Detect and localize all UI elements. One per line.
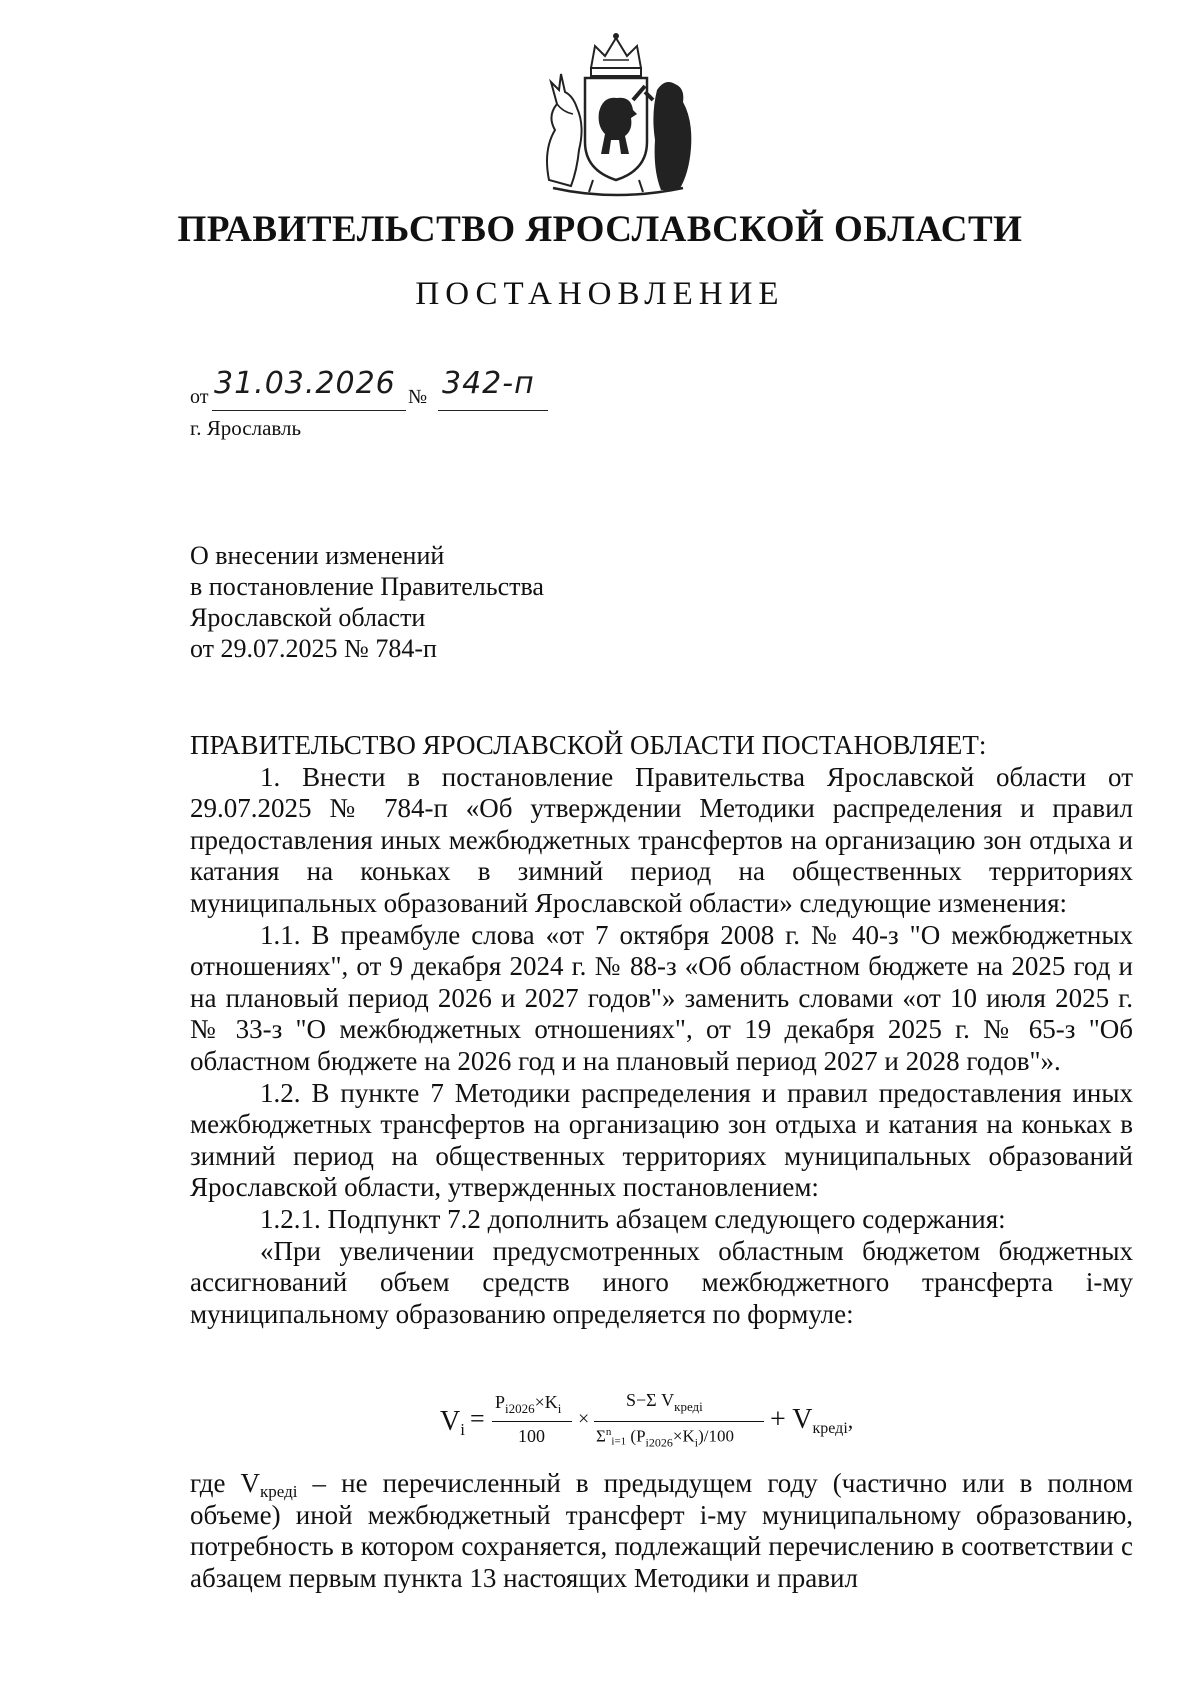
fraction-1-denominator: 100 xyxy=(518,1426,545,1446)
fraction-2-numerator: S−Σ $V_{креді}$ xyxy=(626,1390,703,1414)
formula-equals: = xyxy=(470,1404,485,1433)
document-body xyxy=(190,730,1133,1330)
paragraph-1: 1. Внести в постановление Правительства Ярославской области от 29.07.2025 № 784-п «Об утверждении Методики распределения и правил предоставления иных межбюджетных трансфертов на организацию зон отдыха и катания на коньках в зимний период на общественных территориях муниципальных образований Ярославской области» следующие изменения: xyxy=(190,761,1133,918)
registration-line xyxy=(190,366,590,410)
number-label: № xyxy=(408,386,428,408)
government-title: ПРАВИТЕЛЬСТВО ЯРОСЛАВСКОЙ ОБЛАСТИ xyxy=(177,209,1023,250)
number-value: 342-п xyxy=(442,366,535,401)
quoted-paragraph: «При увеличении предусмотренных областным бюджетом бюджетных ассигнований объем средств иного межбюджетного трансферта i-му муниципальному образованию определяется по формуле: xyxy=(190,1235,1133,1329)
formula-times: × xyxy=(578,1408,590,1430)
subject-line: от 29.07.2025 № 784-п xyxy=(190,634,437,663)
decree-heading: ПРАВИТЕЛЬСТВО ЯРОСЛАВСКОЙ ОБЛАСТИ ПОСТАНОВЛЯЕТ: xyxy=(190,730,987,760)
fraction-2-denominator: $\Sigma^n_{i=1}$ $(P_{i2026}\times K_i)/100$ xyxy=(596,1426,734,1450)
paragraph-1-2-1: 1.2.1. Подпункт 7.2 дополнить абзацем следующего содержания: xyxy=(260,1203,1006,1234)
subject-line: О внесении изменений xyxy=(190,541,445,570)
formula-plus-term: + $V_{креді}$, xyxy=(770,1404,854,1437)
date-label: от xyxy=(190,386,209,408)
definition-paragraph: где $V_{креді}$ – не перечисленный в предыдущем году (частично или в полном объеме) иной межбюджетный трансферт i-му муниципальному образованию, потребность в котором сохраняется, подлежащий перечислению в соответствии с абзацем первым пункта 13 настоящих Методики и правил xyxy=(190,1468,1134,1593)
coat-of-arms-emblem xyxy=(533,30,699,198)
date-value: 31.03.2026 xyxy=(214,366,396,401)
paragraph-1-1: 1.1. В преамбуле слова «от 7 октября 2008 г. № 40-з "О межбюджетных отношениях", от 9 декабря 2024 г. № 88-з «Об областном бюджете на 2025 год и на плановый период 2026 и 2027 годов"» заменить словами «от 10 июля 2025 г. № 33-з "О межбюджетных отношениях", от 19 декабря 2025 г. № 65-з "Об областном бюджете на 2026 год и на плановый период 2027 и 2028 годов"». xyxy=(190,919,1133,1076)
formula xyxy=(440,1388,900,1454)
document-type: ПОСТАНОВЛЕНИЕ xyxy=(415,276,785,312)
formula-lhs: $V_i$ xyxy=(440,1406,465,1439)
subject-line: в постановление Правительства xyxy=(190,572,544,601)
paragraph-1-2: 1.2. В пункте 7 Методики распределения и правил предоставления иных межбюджетных трансфертов на организацию зон отдыха и катания на коньках в зимний период на общественных территориях муниципальных образований Ярославской области, утвержденных постановлением: xyxy=(190,1077,1133,1203)
subject-line: Ярославской области xyxy=(190,603,426,632)
document-subject xyxy=(190,540,544,664)
city: г. Ярославль xyxy=(190,416,302,440)
fraction-1-numerator: $P_{i2026}\times K_i$ xyxy=(495,1392,562,1416)
